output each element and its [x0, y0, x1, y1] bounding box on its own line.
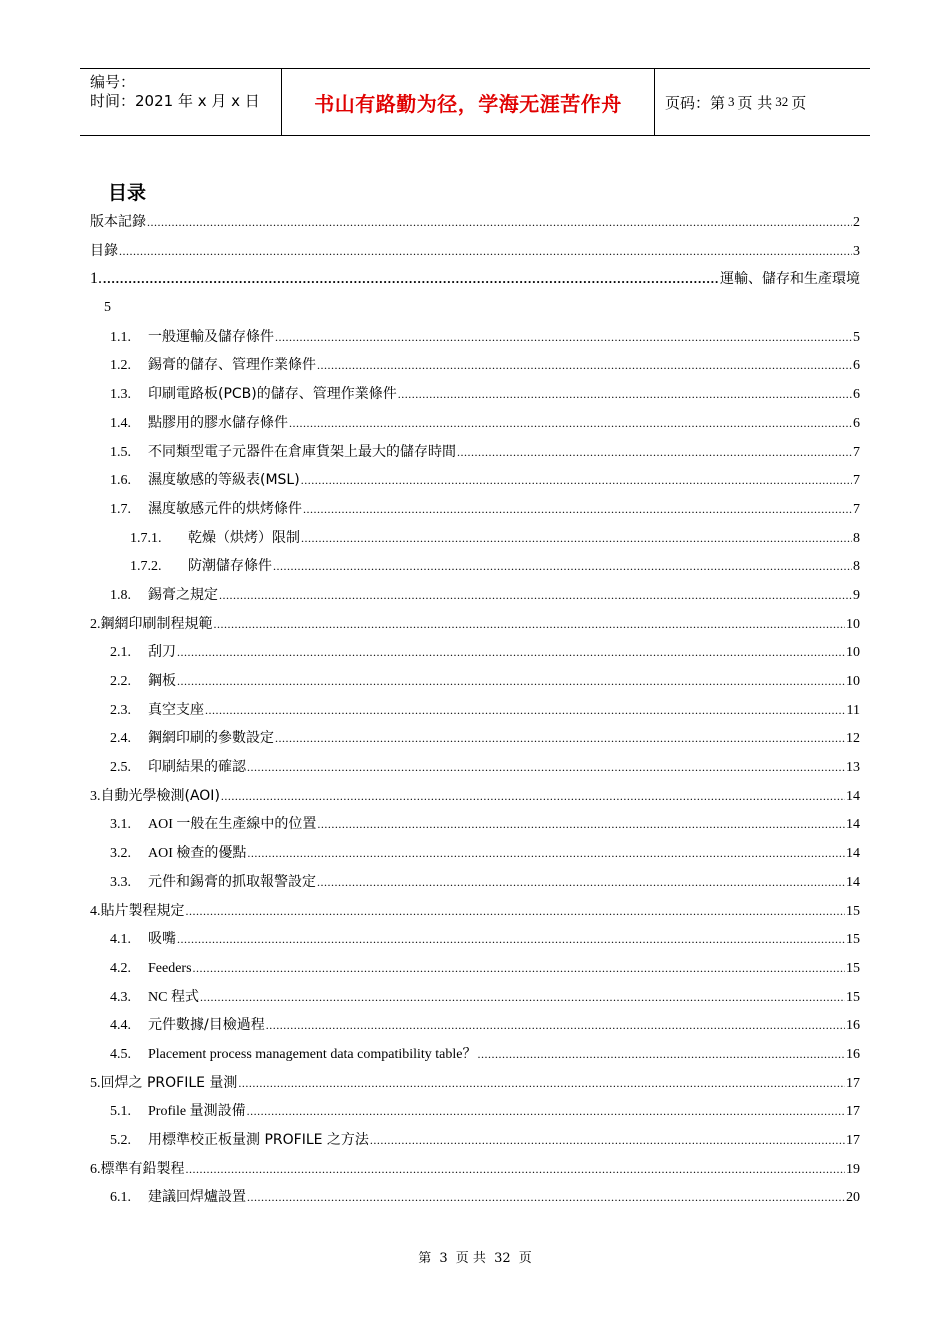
toc-leader-dots: [317, 868, 845, 898]
toc-entry-text: 運輸、儲存和生產環境: [720, 271, 860, 288]
toc-leader-dots: [103, 265, 719, 295]
toc-entry-text: Feeders: [148, 960, 192, 976]
toc-entry[interactable]: [90, 638, 860, 667]
toc-entry-page: 14: [846, 874, 860, 890]
toc-entry-number: 6.: [90, 1161, 101, 1177]
header-page-current: 3: [728, 94, 735, 109]
toc-entry-number: 6.1.: [110, 1190, 131, 1206]
toc-entry[interactable]: [90, 753, 860, 782]
toc-leader-dots: [193, 954, 845, 984]
toc-entry-text: 一般運輸及儲存條件: [148, 328, 274, 345]
toc-leader-dots: [177, 925, 845, 955]
toc-leader-dots: [177, 667, 845, 697]
toc-entry-text: 元件數據/目檢過程: [148, 1017, 265, 1034]
toc-entry-text: 濕度敏感的等級表(MSL): [148, 472, 300, 489]
toc-entry-text: 錫膏之規定: [148, 586, 218, 603]
toc-entry-page: 8: [853, 559, 860, 575]
toc-entry-page: 8: [853, 530, 860, 546]
toc-entry-page: 17: [846, 1104, 860, 1120]
toc-entry-page: 9: [853, 587, 860, 603]
toc-leader-dots: [247, 1097, 845, 1127]
toc-entry[interactable]: [90, 323, 860, 352]
toc-entry-text: Placement process management data compatibility table？: [148, 1046, 477, 1062]
toc-entry-page: 20: [846, 1190, 860, 1206]
toc-entry[interactable]: [90, 839, 860, 868]
toc-entry-page: 10: [846, 674, 860, 689]
page-footer: [0, 1247, 950, 1266]
toc-entry-number: 4.5.: [110, 1046, 131, 1062]
toc-entry[interactable]: [90, 1126, 860, 1155]
toc-entry-text: AOI 檢查的優點: [148, 846, 247, 862]
toc-leader-dots: [221, 782, 845, 812]
toc-entry-text: 濕度敏感元件的烘烤條件: [148, 500, 302, 517]
toc-entry-page: 14: [846, 846, 860, 862]
toc-leader-dots: [177, 638, 845, 668]
toc-entry[interactable]: [90, 1040, 860, 1069]
toc-entry-number: 4.3.: [110, 989, 131, 1005]
toc-entry-text: 刮刀: [148, 644, 176, 661]
toc-entry-text: 回焊之 PROFILE 量測: [100, 1074, 238, 1091]
toc-entry[interactable]: [90, 524, 860, 553]
toc-entry-text: 版本記錄: [90, 214, 146, 230]
toc-leader-dots: [478, 1040, 845, 1070]
toc-entry-page: 5: [853, 329, 860, 345]
toc-entry-text: 標準有鉛製程: [100, 1160, 185, 1177]
footer-mid: 页 共: [455, 1251, 486, 1266]
toc-entry-number: 3.: [90, 788, 101, 804]
toc-entry-page: 15: [846, 989, 860, 1005]
toc-entry-number: 3.1.: [110, 817, 131, 833]
toc-entry-text: 印刷電路板(PCB)的儲存、管理作業條件: [148, 386, 397, 403]
toc-entry-number: 1.4.: [110, 415, 131, 431]
footer-current: 3: [439, 1251, 448, 1266]
toc-leader-dots: [205, 696, 846, 726]
toc-entry-number: 5.2.: [110, 1133, 131, 1148]
toc-entry[interactable]: [90, 810, 860, 839]
toc-entry-text: 用標準校正板量測 PROFILE 之方法: [148, 1132, 369, 1148]
toc-entry-page: 7: [853, 444, 860, 460]
toc-entry-number: 2.5.: [110, 760, 131, 776]
footer-total: 32: [494, 1251, 511, 1266]
toc-entry-text: 貼片製程規定: [100, 902, 185, 919]
toc-entry[interactable]: [90, 696, 860, 725]
toc-leader-dots: [317, 810, 845, 840]
toc-entry[interactable]: [90, 983, 860, 1012]
toc-entry-number: 4.2.: [110, 960, 131, 976]
toc-leader-dots: [266, 1011, 845, 1041]
toc-entry-text: NC 程式: [148, 989, 199, 1005]
toc-entry-number: 5.: [90, 1075, 101, 1091]
toc-title: 目录: [108, 182, 147, 204]
toc-leader-dots: [317, 351, 852, 381]
toc-leader-dots: [301, 524, 852, 554]
toc-entry[interactable]: [90, 724, 860, 753]
header-motto: 书山有路勤为径，学海无涯苦作舟: [281, 69, 655, 135]
toc-entry-text: 真空支座: [148, 701, 204, 718]
toc-entry-page: 5: [104, 300, 111, 316]
toc-leader-dots: [186, 1155, 846, 1185]
toc-entry-text: 鋼網印刷制程規範: [100, 615, 213, 632]
toc-entry-page: 15: [846, 932, 860, 948]
toc-leader-dots: [186, 897, 846, 927]
toc-entry-text: Profile 量測設備: [148, 1104, 246, 1120]
toc-leader-dots: [275, 323, 852, 353]
toc-entry-page: 15: [846, 903, 860, 919]
header-time-label: 时间：2021 年 x 月 x 日: [90, 92, 260, 110]
toc-entry-number: 1.2.: [110, 358, 131, 374]
header-meta: [80, 69, 281, 135]
toc-entry-number: 2.4.: [110, 731, 131, 747]
toc-entry-text: 乾燥（烘烤）限制: [188, 529, 300, 546]
toc-entry[interactable]: [90, 1011, 860, 1040]
toc-entry[interactable]: [90, 466, 860, 495]
toc-leader-dots: [247, 1183, 845, 1213]
toc-entry-page: 19: [846, 1161, 860, 1177]
toc-entry[interactable]: [90, 265, 860, 294]
toc-entry-page: 10: [846, 616, 860, 632]
toc-entry[interactable]: [90, 610, 860, 639]
toc-entry-page: 14: [846, 817, 860, 833]
toc-entry-page: 10: [846, 645, 860, 661]
toc-leader-dots: [273, 552, 852, 582]
toc-entry-text: AOI 一般在生產線中的位置: [148, 817, 317, 833]
toc-entry-text: 點膠用的膠水儲存條件: [148, 414, 288, 431]
toc-entry[interactable]: [90, 1097, 860, 1126]
toc-entry-number: 2.: [90, 616, 101, 632]
toc-entry[interactable]: [90, 782, 860, 811]
toc-entry[interactable]: [90, 208, 860, 237]
toc-entry[interactable]: [90, 581, 860, 610]
toc-entry[interactable]: [90, 925, 860, 954]
footer-pre: 第: [418, 1251, 432, 1266]
header-page-post: 页: [791, 93, 807, 112]
toc-entry-number: 3.3.: [110, 874, 131, 890]
toc-entry-number: 1.6.: [110, 473, 131, 489]
toc-entry[interactable]: [90, 495, 860, 524]
toc-leader-dots: [457, 438, 852, 468]
toc-leader-dots: [370, 1126, 845, 1156]
table-of-contents: [90, 208, 860, 1212]
toc-entry-page: 7: [853, 501, 860, 517]
toc-entry-page: 15: [846, 960, 860, 976]
toc-entry-number: 5.1.: [110, 1104, 131, 1120]
toc-entry[interactable]: [90, 1183, 860, 1212]
toc-leader-dots: [289, 409, 852, 439]
toc-entry-text: 建議回焊爐設置: [148, 1189, 246, 1206]
toc-entry-number: 1.5.: [110, 444, 131, 460]
toc-entry[interactable]: [90, 1069, 860, 1098]
toc-entry-page: 6: [853, 358, 860, 374]
toc-entry-number: 1.7.2.: [130, 559, 162, 575]
header-page-info: [655, 69, 870, 135]
toc-entry-number: 4.: [90, 903, 101, 919]
toc-entry-page: 13: [846, 760, 860, 776]
toc-entry[interactable]: [90, 351, 860, 380]
footer-post: 页: [518, 1251, 532, 1266]
toc-entry[interactable]: [90, 954, 860, 983]
toc-entry-page: 16: [846, 1018, 860, 1034]
toc-entry-page: 12: [846, 731, 860, 747]
toc-entry-text: 鋼板: [148, 673, 176, 689]
toc-leader-dots: [119, 237, 852, 267]
toc-entry-text: 印刷結果的確認: [148, 759, 246, 776]
toc-entry-text: 吸嘴: [148, 931, 176, 948]
toc-entry-page: 6: [853, 387, 860, 403]
toc-entry-page: 3: [853, 243, 860, 259]
toc-entry-text: 自動光學檢測(AOI): [100, 787, 220, 804]
toc-entry-page: 17: [846, 1075, 860, 1091]
toc-entry-text: 錫膏的儲存、管理作業條件: [148, 357, 316, 374]
toc-entry-page: 14: [846, 788, 860, 804]
toc-leader-dots: [247, 753, 845, 783]
toc-entry-page: 2: [853, 215, 860, 230]
header-number-label: 编号：: [90, 73, 136, 91]
toc-leader-dots: [275, 724, 845, 754]
toc-entry-page: 17: [846, 1133, 860, 1148]
toc-entry-page: 16: [846, 1046, 860, 1062]
toc-entry-text: 防潮儲存條件: [188, 558, 272, 575]
toc-leader-dots: [214, 610, 846, 640]
toc-entry-number: 4.1.: [110, 932, 131, 948]
toc-entry-number: 2.2.: [110, 674, 131, 689]
toc-entry-text: 不同類型電子元器件在倉庫貨架上最大的儲存時間: [148, 443, 456, 460]
toc-entry-page: 11: [846, 702, 860, 718]
toc-leader-dots: [147, 208, 852, 238]
toc-entry-text: 鋼網印刷的參數設定: [148, 730, 274, 747]
toc-entry[interactable]: [90, 552, 860, 581]
toc-entry-number: 4.4.: [110, 1018, 131, 1034]
toc-entry[interactable]: [90, 897, 860, 926]
toc-entry[interactable]: [90, 237, 860, 266]
toc-entry-number: 2.3.: [110, 702, 131, 718]
toc-entry-number: 2.1.: [110, 645, 131, 661]
toc-entry-number: 1.8.: [110, 587, 131, 603]
toc-entry[interactable]: [90, 1155, 860, 1184]
toc-entry-number: 1.7.: [110, 501, 131, 517]
header-page-total: 32: [775, 94, 789, 109]
page-header: [80, 68, 870, 136]
toc-leader-dots: [200, 983, 845, 1013]
toc-entry-number: 1.1.: [110, 329, 131, 345]
toc-entry-number: 1.: [90, 270, 102, 288]
toc-entry-text: 目錄: [90, 242, 118, 259]
toc-entry-text: 元件和錫膏的抓取報警設定: [148, 873, 316, 890]
toc-entry[interactable]: [90, 438, 860, 467]
toc-leader-dots: [303, 495, 852, 525]
toc-leader-dots: [238, 1069, 845, 1099]
toc-leader-dots: [219, 581, 852, 611]
toc-leader-dots: [301, 466, 852, 496]
toc-leader-dots: [247, 839, 845, 869]
toc-entry-number: 1.3.: [110, 387, 131, 403]
toc-entry[interactable]: [90, 667, 860, 696]
toc-leader-dots: [398, 380, 852, 410]
toc-entry-number: 1.7.1.: [130, 530, 162, 546]
toc-entry[interactable]: [90, 409, 860, 438]
toc-entry-number: 3.2.: [110, 846, 131, 862]
toc-entry[interactable]: [90, 868, 860, 897]
header-page-mid: 页 共: [737, 93, 773, 112]
header-page-pre: 页码：第: [665, 93, 726, 112]
toc-entry[interactable]: [90, 380, 860, 409]
toc-entry-page: 6: [853, 415, 860, 431]
toc-entry-page: 7: [853, 473, 860, 489]
